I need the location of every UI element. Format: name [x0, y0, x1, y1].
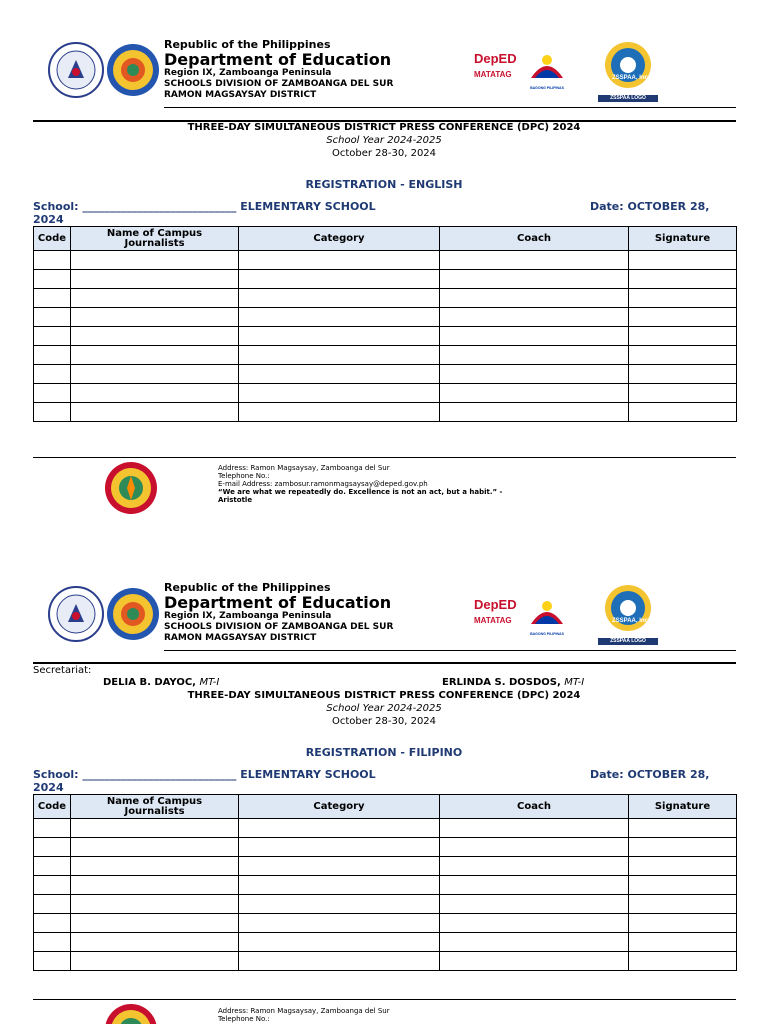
code-cell[interactable]	[34, 289, 71, 308]
name-cell[interactable]	[71, 876, 239, 895]
col-category-header: Category	[239, 795, 440, 819]
category-cell[interactable]	[239, 876, 440, 895]
table-row	[34, 327, 737, 346]
deped-matatag-logo	[474, 52, 520, 94]
school-field-label: School: ____________________________ ELEMENTARY SCHOOL	[33, 768, 376, 781]
signature-cell[interactable]	[629, 895, 737, 914]
signature-cell[interactable]	[629, 270, 737, 289]
code-cell[interactable]	[34, 895, 71, 914]
registration-table-filipino	[33, 794, 737, 971]
deped-matatag-logo	[474, 598, 520, 640]
coach-cell[interactable]	[440, 914, 629, 933]
signature-cell[interactable]	[629, 819, 737, 838]
table-row	[34, 365, 737, 384]
footer-contact	[218, 464, 502, 504]
person1-name: DELIA B. DAYOC,	[103, 677, 196, 688]
matatag-logo-text: MATATAG	[474, 616, 512, 625]
zsspaa-logo-caption: ZSSPAA LOGO	[598, 95, 658, 102]
name-cell[interactable]	[71, 308, 239, 327]
signature-cell[interactable]	[629, 384, 737, 403]
table-row	[34, 270, 737, 289]
code-cell[interactable]	[34, 384, 71, 403]
footer-quote-author: Aristotle	[218, 496, 253, 504]
secretariat-person-2	[442, 677, 584, 688]
col-signature-header: Signature	[629, 227, 737, 251]
col-coach-header: Coach	[440, 227, 629, 251]
category-cell[interactable]	[239, 895, 440, 914]
footer-quote: “We are what we repeatedly do. Excellence is not an act, but a habit.” -	[218, 488, 503, 496]
event-title: THREE-DAY SIMULTANEOUS DISTRICT PRESS CONFERENCE (DPC) 2024	[187, 122, 581, 133]
signature-cell[interactable]	[629, 289, 737, 308]
category-cell[interactable]	[239, 914, 440, 933]
code-cell[interactable]	[34, 933, 71, 952]
person2-name: ERLINDA S. DOSDOS,	[442, 677, 561, 688]
table-row	[34, 914, 737, 933]
table-row	[34, 952, 737, 971]
category-cell[interactable]	[239, 933, 440, 952]
code-cell[interactable]	[34, 838, 71, 857]
republic-text: Republic of the Philippines	[164, 38, 331, 51]
table-header-row	[34, 795, 737, 819]
zsspaa-logo-text: ZSSPAA, Inc	[612, 75, 648, 81]
category-cell[interactable]	[239, 403, 440, 422]
bagong-pilipinas-logo	[524, 596, 570, 640]
person1-title: MT-I	[199, 677, 220, 688]
footer-address: Address: Ramon Magsaysay, Zamboanga del Sur	[218, 1007, 390, 1015]
signature-cell[interactable]	[629, 857, 737, 876]
name-cell[interactable]	[71, 365, 239, 384]
code-cell[interactable]	[34, 346, 71, 365]
event-title: THREE-DAY SIMULTANEOUS DISTRICT PRESS CONFERENCE (DPC) 2024	[187, 690, 581, 701]
secretariat-label: Secretariat:	[33, 665, 92, 676]
signature-cell[interactable]	[629, 327, 737, 346]
person2-title: MT-I	[564, 677, 585, 688]
date-field-label: Date: OCTOBER 28,	[590, 200, 710, 213]
republic-text: Republic of the Philippines	[164, 581, 331, 594]
matatag-logo-text: MATATAG	[474, 70, 512, 79]
coach-cell[interactable]	[440, 857, 629, 876]
table-row	[34, 838, 737, 857]
deped-logo-text: DepED	[474, 51, 517, 66]
bagong-logo-text: BAGONG PILIPINAS	[530, 86, 564, 90]
name-cell[interactable]	[71, 384, 239, 403]
name-cell[interactable]	[71, 895, 239, 914]
signature-cell[interactable]	[629, 838, 737, 857]
table-row	[34, 857, 737, 876]
district-seal-logo	[104, 1003, 158, 1024]
date-year-wrap: 2024	[33, 781, 64, 794]
deped-seal-logo	[48, 42, 104, 98]
table-row	[34, 308, 737, 327]
signature-cell[interactable]	[629, 876, 737, 895]
district-seal-logo	[104, 461, 158, 515]
code-cell[interactable]	[34, 914, 71, 933]
signature-cell[interactable]	[629, 346, 737, 365]
region-text: Region IX, Zamboanga Peninsula	[164, 611, 332, 621]
coach-cell[interactable]	[440, 270, 629, 289]
registration-english-heading: REGISTRATION - ENGLISH	[305, 178, 463, 191]
col-category-header: Category	[239, 227, 440, 251]
header-divider-short	[164, 107, 736, 108]
footer-address: Address: Ramon Magsaysay, Zamboanga del Sur	[218, 464, 390, 472]
category-cell[interactable]	[239, 289, 440, 308]
coach-cell[interactable]	[440, 933, 629, 952]
name-cell[interactable]	[71, 289, 239, 308]
table-row	[34, 289, 737, 308]
coach-cell[interactable]	[440, 251, 629, 270]
category-cell[interactable]	[239, 308, 440, 327]
division-seal-logo	[106, 42, 160, 98]
name-cell[interactable]	[71, 346, 239, 365]
code-cell[interactable]	[34, 270, 71, 289]
table-row	[34, 251, 737, 270]
code-cell[interactable]	[34, 819, 71, 838]
coach-cell[interactable]	[440, 346, 629, 365]
code-cell[interactable]	[34, 365, 71, 384]
category-cell[interactable]	[239, 857, 440, 876]
footer-divider	[33, 999, 736, 1000]
table-header-row	[34, 227, 737, 251]
coach-cell[interactable]	[440, 838, 629, 857]
department-title: Department of Education	[164, 593, 392, 612]
name-cell[interactable]	[71, 933, 239, 952]
col-name-header: Name of Campus Journalists	[71, 795, 239, 819]
footer-telephone: Telephone No.:	[218, 472, 270, 480]
name-cell[interactable]	[71, 327, 239, 346]
code-cell[interactable]	[34, 251, 71, 270]
signature-cell[interactable]	[629, 251, 737, 270]
name-cell[interactable]	[71, 857, 239, 876]
coach-cell[interactable]	[440, 384, 629, 403]
category-cell[interactable]	[239, 838, 440, 857]
coach-cell[interactable]	[440, 327, 629, 346]
category-cell[interactable]	[239, 270, 440, 289]
footer-telephone: Telephone No.:	[218, 1015, 270, 1023]
signature-cell[interactable]	[629, 914, 737, 933]
header-divider-short	[164, 650, 736, 651]
footer-email: E-mail Address: zambosur.ramonmagsaysay@deped.gov.ph	[218, 480, 428, 488]
category-cell[interactable]	[239, 819, 440, 838]
bagong-pilipinas-logo	[524, 50, 570, 94]
col-signature-header: Signature	[629, 795, 737, 819]
signature-cell[interactable]	[629, 365, 737, 384]
registration-filipino-heading: REGISTRATION - FILIPINO	[305, 746, 463, 759]
col-coach-header: Coach	[440, 795, 629, 819]
division-text: SCHOOLS DIVISION OF ZAMBOANGA DEL SUR	[164, 622, 394, 632]
code-cell[interactable]	[34, 327, 71, 346]
table-row	[34, 346, 737, 365]
coach-cell[interactable]	[440, 876, 629, 895]
col-code-header: Code	[34, 227, 71, 251]
school-year: School Year 2024-2025	[326, 135, 442, 146]
coach-cell[interactable]	[440, 895, 629, 914]
bagong-logo-text: BAGONG PILIPINAS	[530, 632, 564, 636]
header-divider	[33, 662, 736, 664]
signature-cell[interactable]	[629, 952, 737, 971]
category-cell[interactable]	[239, 251, 440, 270]
table-row	[34, 819, 737, 838]
category-cell[interactable]	[239, 384, 440, 403]
zsspaa-logo-text: ZSSPAA, Inc	[612, 618, 648, 624]
category-cell[interactable]	[239, 346, 440, 365]
table-row	[34, 384, 737, 403]
name-cell[interactable]	[71, 251, 239, 270]
department-title: Department of Education	[164, 50, 392, 69]
signature-cell[interactable]	[629, 308, 737, 327]
zsspaa-logo	[598, 584, 658, 642]
code-cell[interactable]	[34, 857, 71, 876]
school-field-label: School: ____________________________ ELEMENTARY SCHOOL	[33, 200, 376, 213]
code-cell[interactable]	[34, 403, 71, 422]
deped-seal-logo	[48, 586, 104, 642]
header-block	[164, 39, 393, 101]
name-cell[interactable]	[71, 819, 239, 838]
division-seal-logo	[106, 586, 160, 642]
col-code-header: Code	[34, 795, 71, 819]
code-cell[interactable]	[34, 952, 71, 971]
secretariat-person-1	[103, 677, 219, 688]
district-text: RAMON MAGSAYSAY DISTRICT	[164, 90, 317, 100]
coach-cell[interactable]	[440, 819, 629, 838]
signature-cell[interactable]	[629, 933, 737, 952]
category-cell[interactable]	[239, 365, 440, 384]
coach-cell[interactable]	[440, 365, 629, 384]
name-cell[interactable]	[71, 403, 239, 422]
footer-divider	[33, 457, 736, 458]
date-field-label: Date: OCTOBER 28,	[590, 768, 710, 781]
name-cell[interactable]	[71, 914, 239, 933]
registration-table-english	[33, 226, 737, 422]
code-cell[interactable]	[34, 876, 71, 895]
coach-cell[interactable]	[440, 289, 629, 308]
footer-contact	[218, 1007, 390, 1024]
name-cell[interactable]	[71, 838, 239, 857]
date-year-wrap: 2024	[33, 213, 64, 226]
zsspaa-logo-caption: ZSSPAA LOGO	[598, 638, 658, 645]
coach-cell[interactable]	[440, 952, 629, 971]
table-row	[34, 933, 737, 952]
district-text: RAMON MAGSAYSAY DISTRICT	[164, 633, 317, 643]
name-cell[interactable]	[71, 952, 239, 971]
signature-cell[interactable]	[629, 403, 737, 422]
coach-cell[interactable]	[440, 403, 629, 422]
header-block	[164, 582, 393, 644]
region-text: Region IX, Zamboanga Peninsula	[164, 68, 332, 78]
table-row	[34, 876, 737, 895]
table-row	[34, 895, 737, 914]
category-cell[interactable]	[239, 952, 440, 971]
category-cell[interactable]	[239, 327, 440, 346]
name-cell[interactable]	[71, 270, 239, 289]
deped-logo-text: DepED	[474, 597, 517, 612]
division-text: SCHOOLS DIVISION OF ZAMBOANGA DEL SUR	[164, 79, 394, 89]
school-year: School Year 2024-2025	[326, 703, 442, 714]
event-dates: October 28-30, 2024	[331, 148, 437, 159]
table-row	[34, 403, 737, 422]
event-dates: October 28-30, 2024	[331, 716, 437, 727]
code-cell[interactable]	[34, 308, 71, 327]
coach-cell[interactable]	[440, 308, 629, 327]
zsspaa-logo	[598, 41, 658, 99]
col-name-header: Name of Campus Journalists	[71, 227, 239, 251]
